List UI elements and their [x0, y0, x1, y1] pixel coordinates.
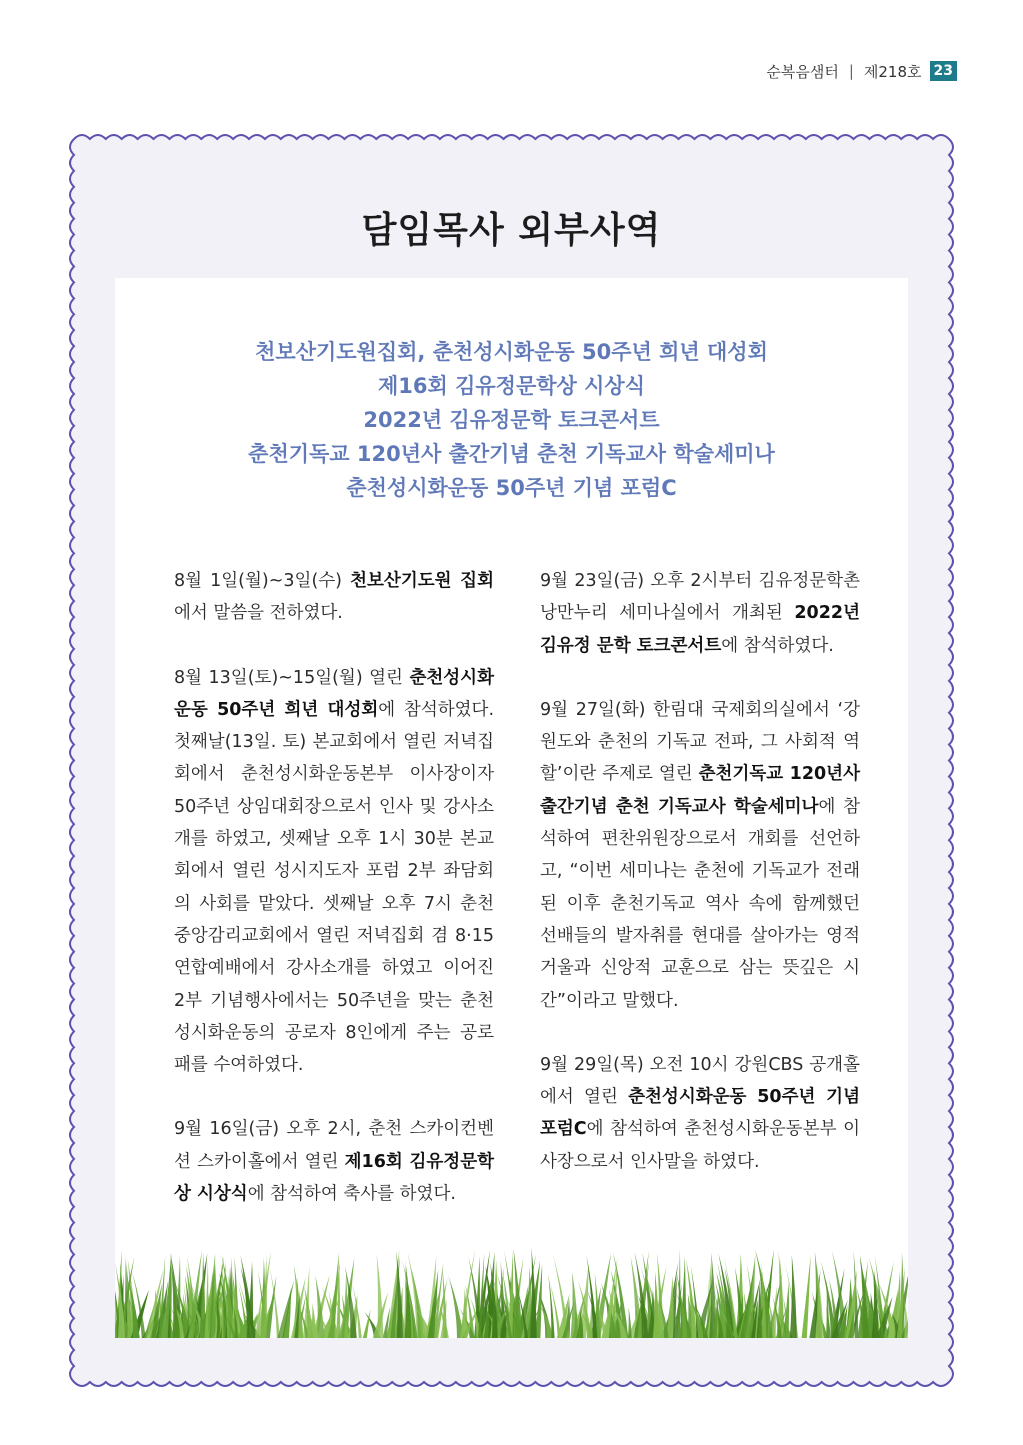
text: 8월 1일(월)~3일(수)	[174, 571, 351, 591]
grass-blade	[363, 1309, 371, 1338]
event-name: 춘천성시화운동 50주년 기념 포럼C	[540, 1087, 860, 1140]
paragraph	[174, 662, 494, 1082]
text: 에 참석하여 편찬위원장으로서 개회를 선언하고, “이번 세미나는 춘천에 기독교가 전래된 이후 춘천기독교 역사 속에 함께했던 선배들의 발자취를 현대를 살아가는 영적 거울과 신앙적 교훈으로 삼는 뜻깊은 시간”이라고 말했다.	[540, 796, 861, 1011]
issue-number: 제218호	[863, 62, 922, 81]
page-header	[766, 60, 957, 82]
text: 9월 29일(목) 오전 10시 강원CBS 공개홀에서 열린	[540, 1054, 860, 1108]
magazine-name: 순복음샘터	[766, 62, 839, 81]
left-column	[174, 565, 494, 1242]
subtitle-line: 춘천기독교 120년사 출간기념 춘천 기독교사 학술세미나	[248, 442, 775, 466]
paragraph	[174, 565, 494, 630]
event-name: 제16회 김유정문학상 시상식	[174, 1151, 494, 1205]
grass-blade	[628, 1307, 632, 1338]
event-name: 춘천성시화운동 50주년 희년 대성회	[174, 667, 494, 720]
text: 9월 27일(화) 한림대 국제회의실에서 ‘강원도와 춘천의 기독교 전파, 그 사회적 역할’이란 주제로 열린	[540, 699, 860, 785]
paragraph	[540, 694, 860, 1017]
right-column	[540, 565, 860, 1210]
header-separator: |	[848, 62, 854, 80]
subtitle-line: 제16회 김유정문학상 시상식	[378, 374, 645, 398]
page-title: 담임목사 외부사역	[361, 210, 662, 251]
event-name: 춘천기독교 120년사 출간기념 춘천 기독교사 학술세미나	[540, 764, 860, 817]
grass-blade	[377, 1254, 384, 1338]
event-name: 천보산기도원 집회	[350, 571, 494, 591]
text: 에 참석하였다.	[721, 635, 834, 656]
text: 8월 13일(토)~15일(월) 열린	[174, 667, 410, 688]
text: 에 참석하여 춘천성시화운동본부 이사장으로서 인사말을 하였다.	[540, 1119, 860, 1172]
text: 에 참석하여 축사를 하였다.	[247, 1184, 456, 1205]
grass-blade	[802, 1256, 811, 1338]
subtitle-line: 천보산기도원집회, 춘천성시화운동 50주년 희년 대성회	[255, 340, 768, 364]
grass-blade	[872, 1270, 879, 1338]
grass-blade	[790, 1255, 797, 1338]
text: 9월 23일(금) 오후 2시부터 김유정문학촌 낭만누리 세미나실에서 개최된	[540, 571, 860, 624]
grass-illustration	[115, 1240, 908, 1338]
text: 에 참석하였다. 첫째날(13일. 토) 본교회에서 열린 저녁집회에서 춘천성시화운동본부 이사장이자 50주년 상임대회장으로서 인사 및 강사소개를 하였고, 셋째날 오후 1시 30분 본교회에서 열린 성시지도자 포럼 2부 좌담회의 사회를 맡았다. 셋째날 오후 7시 춘천중앙감리교회에서 열린 저녁집회 겸 8·15연합예배에서 강사소개를 하였고 이어진 2부 기념행사에서는 50주년을 맞는 춘천성시화운동의 공로자 8인에게 주는 공로패를 수여하였다.	[174, 699, 495, 1076]
text: 에서 말씀을 전하였다.	[174, 603, 343, 624]
paragraph	[540, 565, 860, 662]
paragraph	[540, 1049, 860, 1178]
event-subtitles	[0, 335, 1023, 505]
subtitle-line: 춘천성시화운동 50주년 기념 포럼C	[346, 476, 677, 500]
text: 9월 16일(금) 오후 2시, 춘천 스카이컨벤션 스카이홀에서 열린	[174, 1119, 494, 1172]
event-name: 2022년 김유정 문학 토크콘서트	[540, 603, 860, 656]
paragraph	[174, 1113, 494, 1210]
page-number-badge: 23	[930, 61, 957, 81]
subtitle-line: 2022년 김유정문학 토크콘서트	[363, 408, 660, 432]
